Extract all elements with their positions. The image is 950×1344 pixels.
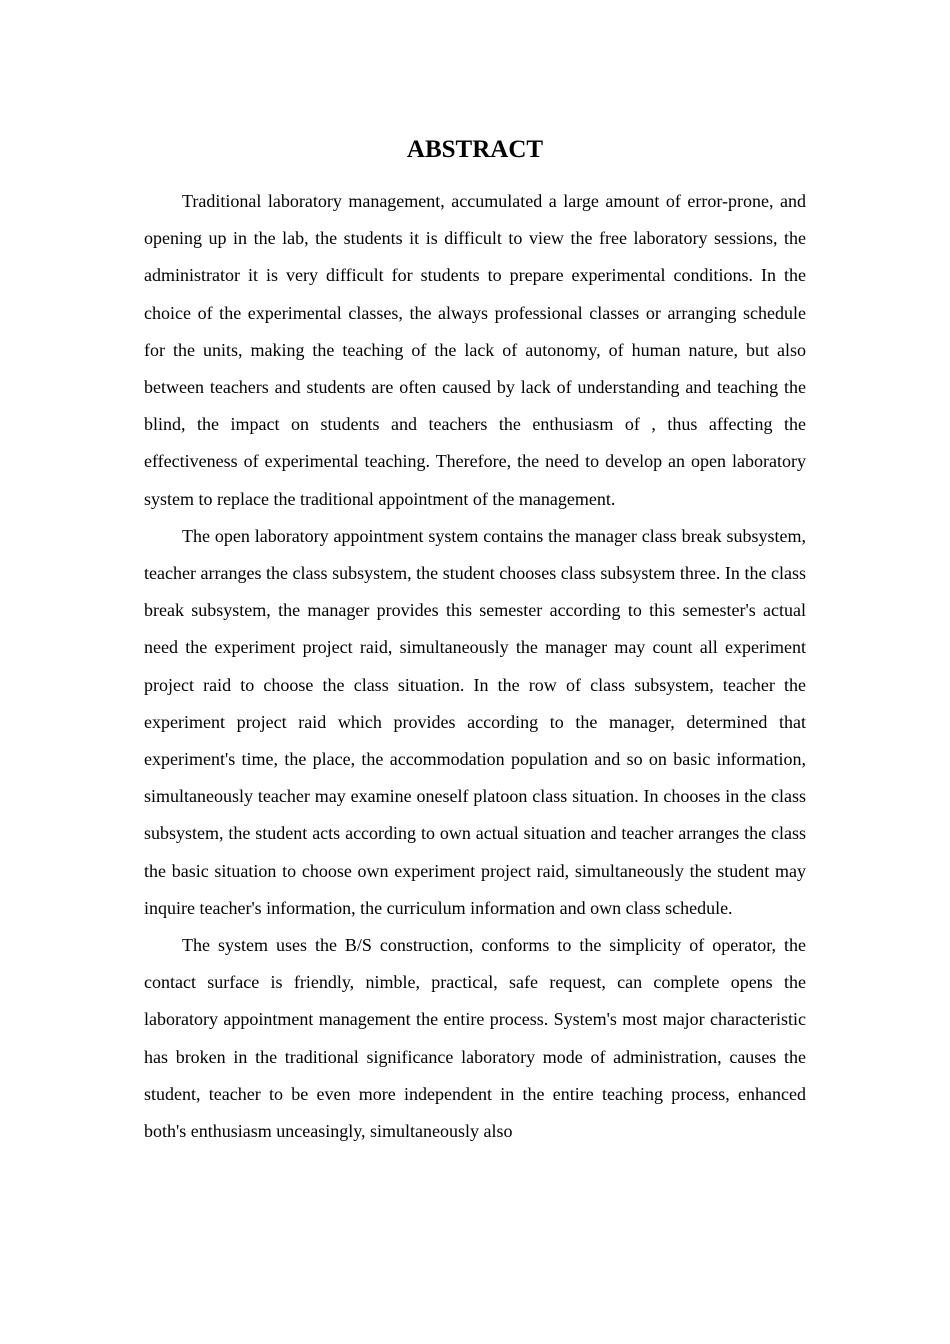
paragraph-1: Traditional laboratory management, accumulated a large amount of error-prone, and opening up in the lab, the students it is difficult to view the free laboratory sessions, the administrator it is very difficult for students to prepare experimental conditions. In the choice of the experimental classes, the always professional classes or arranging schedule for the units, making the teaching of the lack of autonomy, of human nature, but also between teachers and students are often caused by lack of understanding and teaching the blind, the impact on students and teachers the enthusiasm of , thus affecting the effectiveness of experimental teaching. Therefore, the need to develop an open laboratory system to replace the traditional appointment of the management. [144, 191, 806, 509]
paragraph-2: The open laboratory appointment system contains the manager class break subsystem, teacher arranges the class subsystem, the student chooses class subsystem three. In the class break subsystem, the manager provides this semester according to this semester's actual need the experiment project raid, simultaneously the manager may count all experiment project raid to choose the class situation. In the row of class subsystem, teacher the experiment project raid which provides according to the manager, determined that experiment's time, the place, the accommodation population and so on basic information, simultaneously teacher may examine oneself platoon class situation. In chooses in the class subsystem, the student acts according to own actual situation and teacher arranges the class the basic situation to choose own experiment project raid, simultaneously the student may inquire teacher's information, the curriculum information and own class schedule. [144, 525, 806, 918]
paragraph-3: The system uses the B/S construction, conforms to the simplicity of operator, the contact surface is friendly, nimble, practical, safe request, can complete opens the laboratory appointment management the entire process. System's most major characteristic has broken in the traditional significance laboratory mode of administration, causes the student, teacher to be even more independent in the entire teaching process, enhanced both's enthusiasm unceasingly, simultaneously also [144, 935, 806, 1142]
page-title: ABSTRACT [406, 136, 544, 163]
abstract-body [144, 183, 806, 1150]
